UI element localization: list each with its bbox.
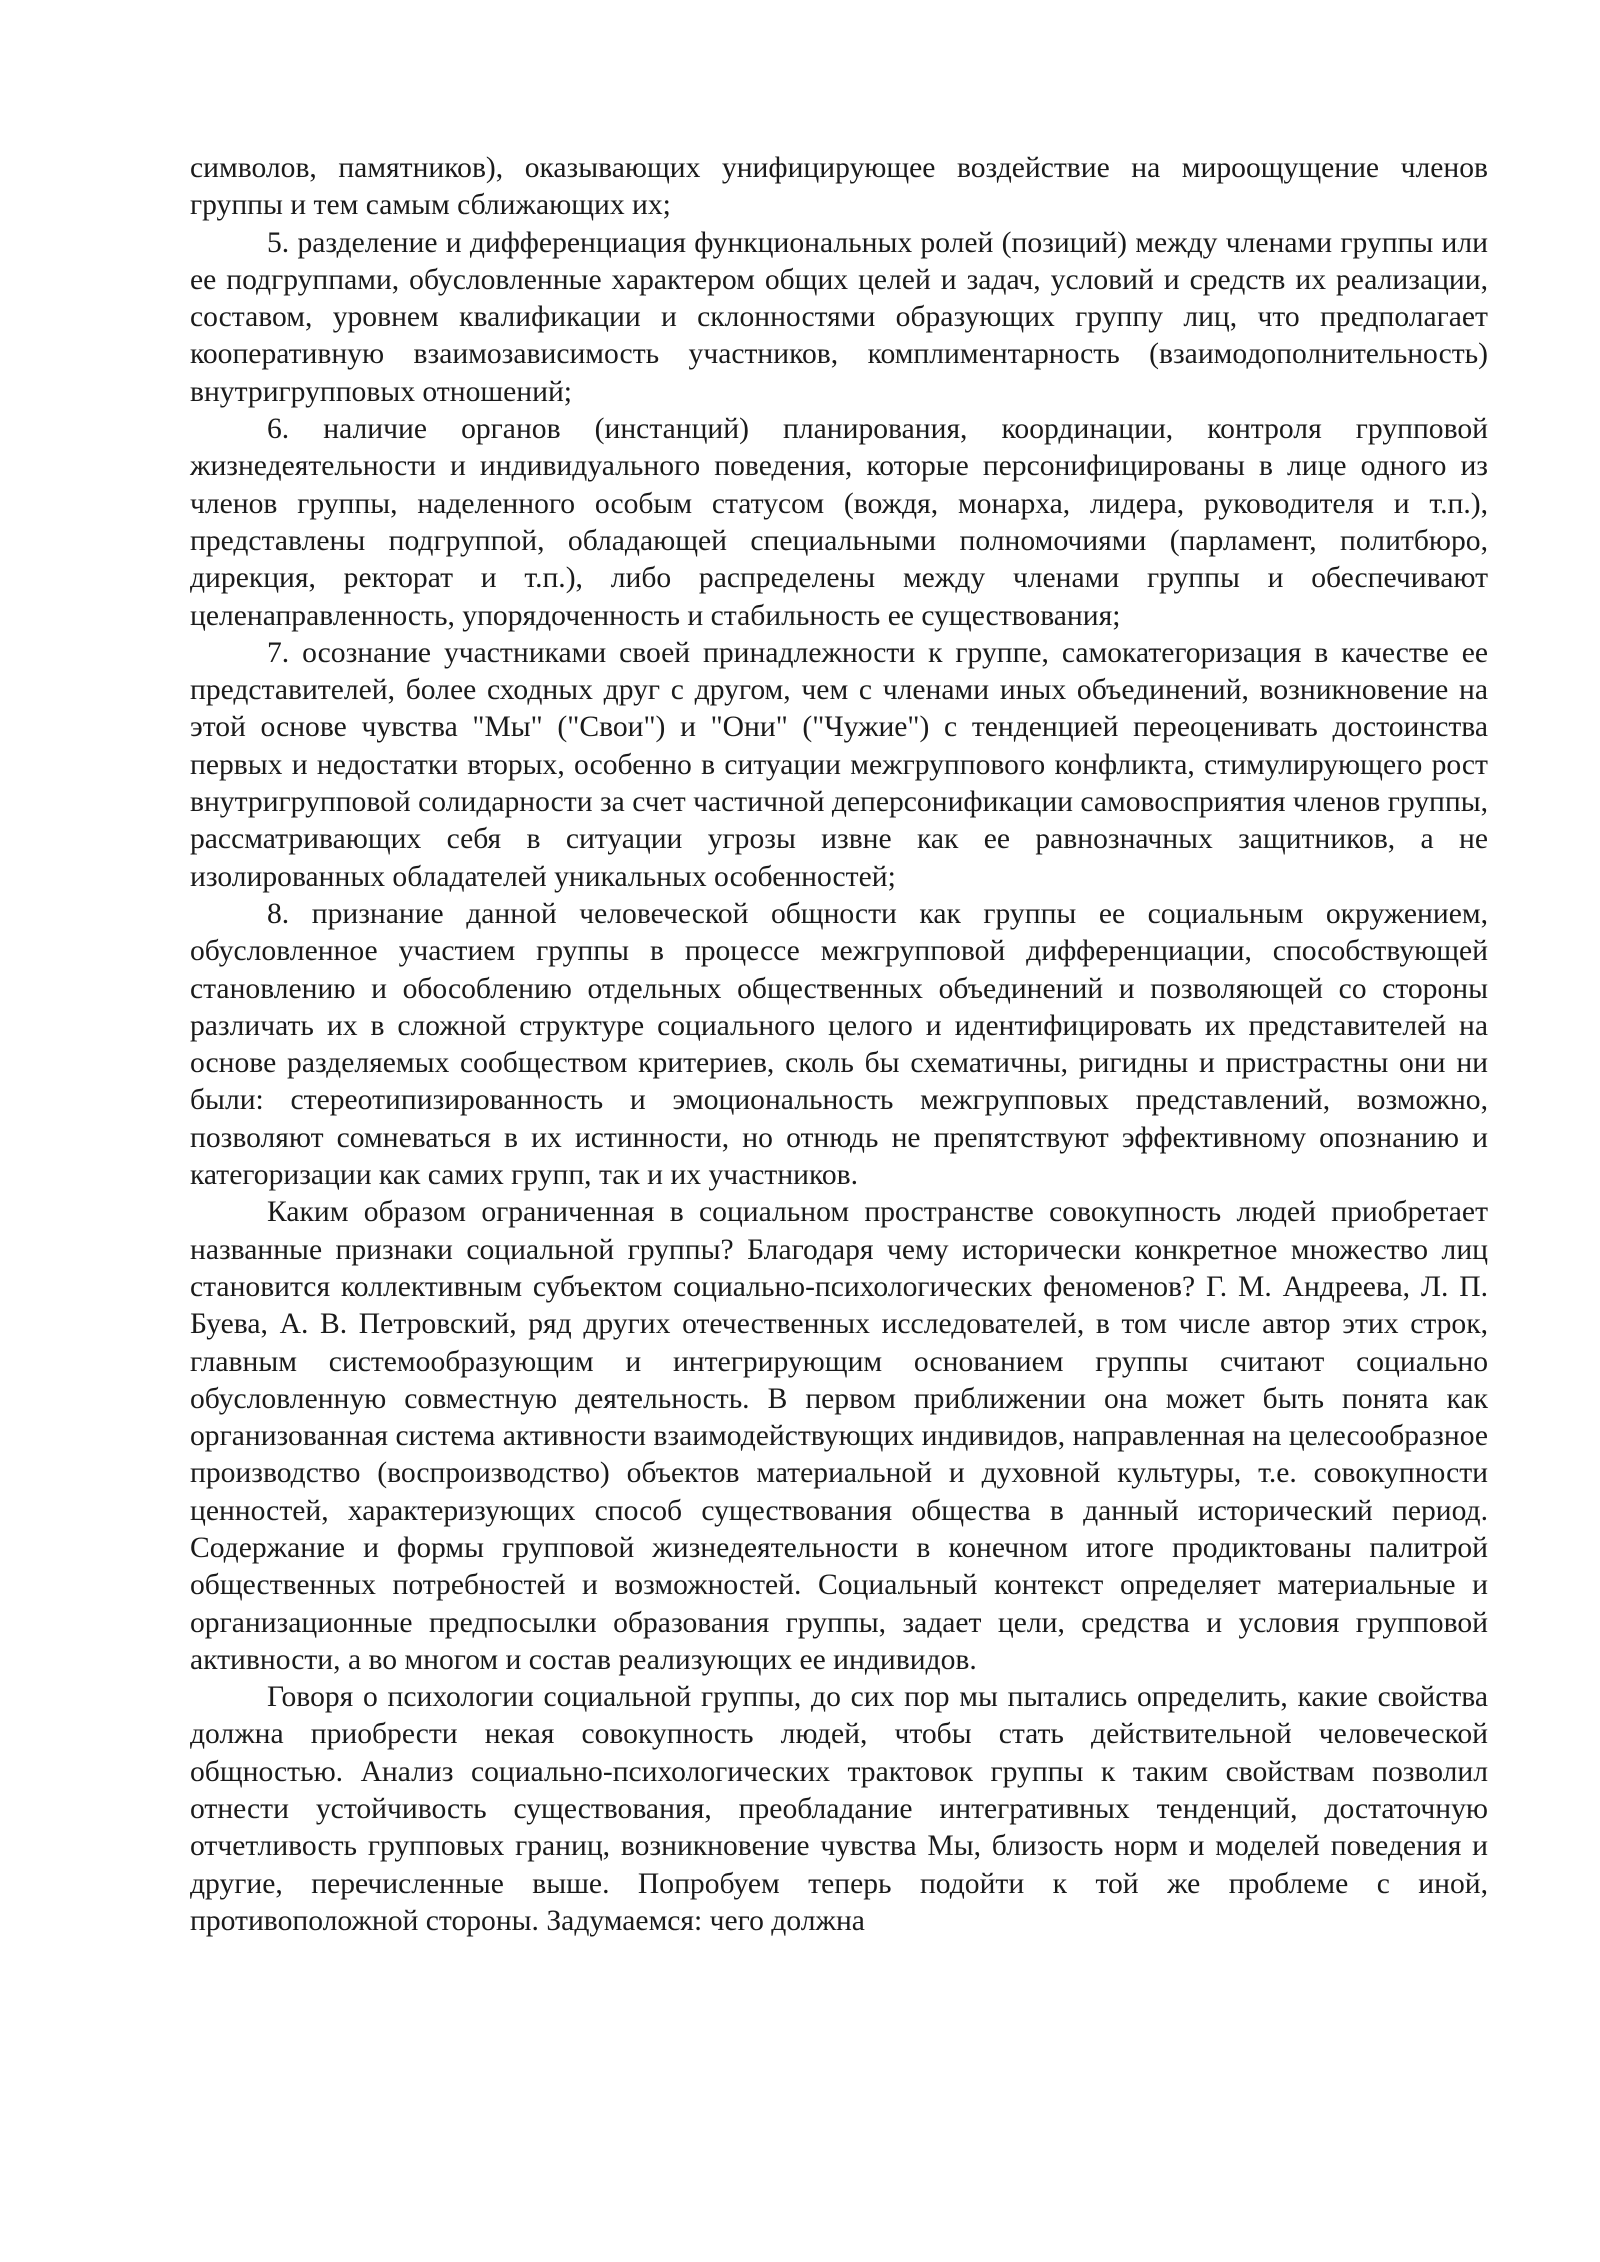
document-page — [190, 150, 1488, 1940]
list-item-8: 8. признание данной человеческой общности как группы ее социальным окружением, обусловленное участием группы в процессе межгрупповой дифференциации, способствующей становлению и обособлению отдельных общественных объединений и позволяющей со стороны различать их в сложной структуре социального целого и идентифицировать их представителей на основе разделяемых сообществом критериев, сколь бы схематичны, ригидны и пристрастны они ни были: стереотипизированность и эмоциональность межгрупповых представлений, возможно, позволяют сомневаться в их истинности, но отнюдь не препятствуют эффективному опознанию и категоризации как самих групп, так и их участников. — [190, 897, 1488, 1192]
paragraph-continuation: символов, памятников), оказывающих унифицирующее воздействие на мироощущение членов группы и тем самым сближающих их; — [190, 152, 1488, 222]
list-item-6: 6. наличие органов (инстанций) планирования, координации, контроля групповой жизнедеятельности и индивидуального поведения, которые персонифицированы в лице одного из членов группы, наделенного особым статусом (вождя, монарха, лидера, руководителя и т.п.), представлены подгруппой, обладающей специальными полномочиями (парламент, политбюро, дирекция, ректорат и т.п.), либо распределены между членами группы и обеспечивают целенаправленность, упорядоченность и стабильность ее существования; — [190, 413, 1488, 632]
list-item-5: 5. разделение и дифференциация функциональных ролей (позиций) между членами группы или ее подгруппами, обусловленные характером общих целей и задач, условий и средств их реализации, составом, уровнем квалификации и склонностями образующих группу лиц, что предполагает кооперативную взаимозависимость участников, комплиментарность (взаимодополнительность) внутригрупповых отношений; — [190, 226, 1488, 408]
list-item-7: 7. осознание участниками своей принадлежности к группе, самокатегоризация в качестве ее представителей, более сходных друг с другом, чем с членами иных объединений, возникновение на этой основе чувства "Мы" ("Свои") и "Они" ("Чужие") с тенденцией переоценивать достоинства первых и недостатки вторых, особенно в ситуации межгруппового конфликта, стимулирующего рост внутригрупповой солидарности за счет частичной деперсонификации самовосприятия членов группы, рассматривающих себя в ситуации угрозы извне как ее равнозначных защитников, а не изолированных обладателей уникальных особенностей; — [190, 636, 1488, 893]
paragraph-group-psychology: Говоря о психологии социальной группы, до сих пор мы пытались определить, какие свойства должна приобрести некая совокупность людей, чтобы стать действительной человеческой общностью. Анализ социально-психологических трактовок группы к таким свойствам позволил отнести устойчивость существования, преобладание интегративных тенденций, достаточную отчетливость групповых границ, возникновение чувства Мы, близость норм и моделей поведения и другие, перечисленные выше. Попробуем теперь подойти к той же проблеме с иной, противоположной стороны. Задумаемся: чего должна — [190, 1681, 1488, 1937]
paragraph-joint-activity: Каким образом ограниченная в социальном пространстве совокупность людей приобретает названные признаки социальной группы? Благодаря чему исторически конкретное множество лиц становится коллективным субъектом социально-психологических феноменов? Г. М. Андреева, Л. П. Буева, А. В. Петровский, ряд других отечественных исследователей, в том числе автор этих строк, главным системообразующим и интегрирующим основанием группы считают социально обусловленную совместную деятельность. В первом приближении она может быть понята как организованная система активности взаимодействующих индивидов, направленная на целесообразное производство (воспроизводство) объектов материальной и духовной культуры, т.е. совокупности ценностей, характеризующих способ существования общества в данный исторический период. Содержание и формы групповой жизнедеятельности в конечном итоге продиктованы палитрой общественных потребностей и возможностей. Социальный контекст определяет материальные и организационные предпосылки образования группы, задает цели, средства и условия групповой активности, а во многом и состав реализующих ее индивидов. — [190, 1196, 1488, 1676]
